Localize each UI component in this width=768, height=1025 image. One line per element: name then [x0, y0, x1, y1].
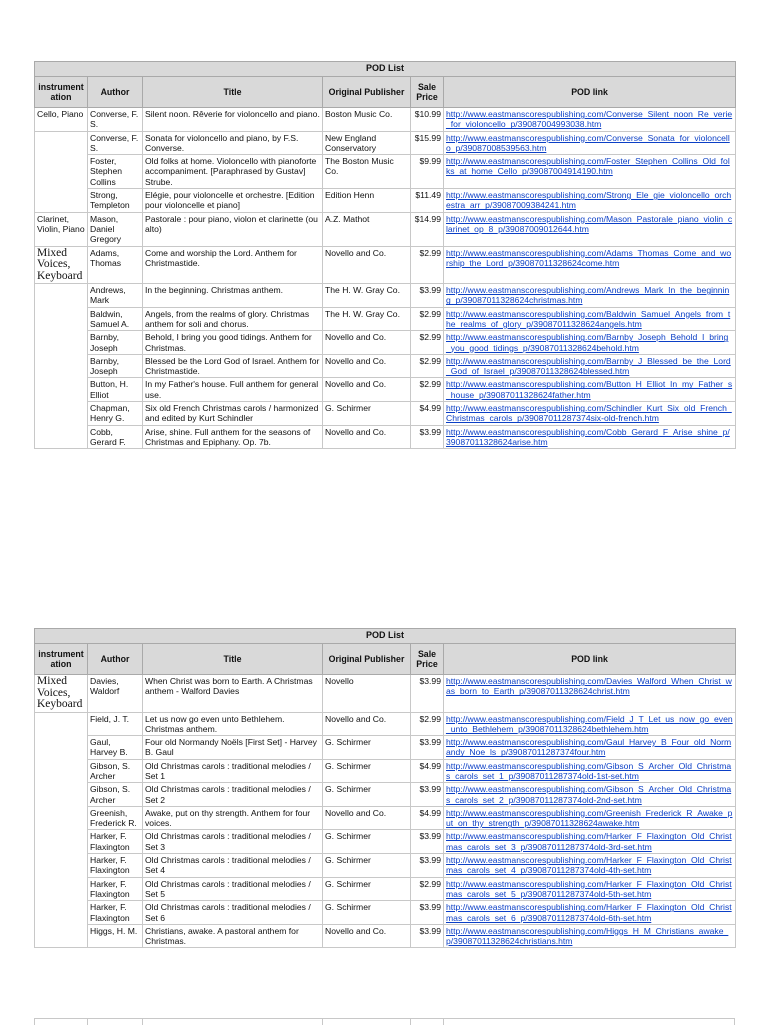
table-row	[35, 736, 736, 760]
sale-price-cell: $2.99	[411, 246, 444, 284]
pod-link[interactable]: http://www.eastmanscorespublishing.com/Foster_Stephen_Collins_Old_folks_at_home_Cello_p/39087004914190.htm	[446, 156, 730, 177]
publisher-cell: New England Conservatory	[323, 131, 411, 155]
pod-link-cell	[444, 712, 736, 736]
pod-list-table-2	[34, 628, 735, 948]
table-row	[35, 354, 736, 378]
pod-link[interactable]: http://www.eastmanscorespublishing.com/Field_J_T_Let_us_now_go_even_unto_Bethlehem_p/39087011328624bethlehem.htm	[446, 713, 733, 734]
instrumentation-cell	[35, 131, 88, 212]
pod-table	[34, 61, 736, 449]
pod-link[interactable]: http://www.eastmanscorespublishing.com/Adams_Thomas_Come_and_worship_the_Lord_p/39087011328624come.htm	[446, 247, 732, 268]
pod-link[interactable]: http://www.eastmanscorespublishing.com/Button_H_Elliot_In_my_Father_s_house_p/39087011328624father.htm	[446, 379, 733, 400]
table-row	[35, 131, 736, 155]
pod-link-cell	[444, 402, 736, 426]
pod-link[interactable]: http://www.eastmanscorespublishing.com/Harker_F_Flaxington_Old_Christmas_carols_set_6_p/39087011287374old-6th-set.htm	[446, 902, 732, 923]
pod-link-cell	[444, 131, 736, 155]
title-cell: Pastorale : pour piano, violon et clarinette (ou alto)	[143, 212, 323, 246]
pod-link[interactable]: http://www.eastmanscorespublishing.com/Harker_F_Flaxington_Old_Christmas_carols_set_4_p/39087011287374old-4th-set.htm	[446, 855, 732, 876]
header-author: Author	[88, 644, 143, 675]
pod-link-cell	[444, 759, 736, 783]
pod-link[interactable]: http://www.eastmanscorespublishing.com/Higgs_H_M_Christians_awake_p/39087011328624christians.htm	[446, 925, 729, 947]
pod-link-cell	[444, 830, 736, 854]
pod-link-cell	[444, 354, 736, 378]
sale-price-cell: $3.99	[411, 854, 444, 878]
pod-link[interactable]: http://www.eastmanscorespublishing.com/Greenish_Frederick_R_Awake_put_on_thy_strength_p/39087011328624awake.htm	[446, 807, 733, 829]
pod-link-cell	[444, 783, 736, 807]
sale-price-cell: $4.99	[411, 759, 444, 783]
pod-link-cell	[444, 924, 736, 948]
publisher-cell: G. Schirmer	[323, 830, 411, 854]
publisher-cell: G. Schirmer	[323, 877, 411, 901]
table-row	[35, 854, 736, 878]
table-row	[35, 759, 736, 783]
pod-table	[34, 628, 736, 948]
author-cell: Barnby, Joseph	[88, 331, 143, 355]
publisher-cell: Novello and Co.	[323, 246, 411, 284]
title-cell: In my Father's house. Full anthem for general use.	[143, 378, 323, 402]
table-row	[35, 712, 736, 736]
sale-price-cell: $2.99	[411, 378, 444, 402]
title-cell: Christians, awake. A pastoral anthem for Christmas.	[143, 924, 323, 948]
title-cell: Old Christmas carols : traditional melodies / Set 5	[143, 877, 323, 901]
pod-link[interactable]: http://www.eastmanscorespublishing.com/Harker_F_Flaxington_Old_Christmas_carols_set_5_p/39087011287374old-5th-set.htm	[446, 878, 732, 899]
sale-price-cell: $2.99	[411, 331, 444, 355]
pod-link-cell	[444, 108, 736, 132]
instrumentation-cell: Cello, Piano	[35, 108, 88, 132]
table-row	[35, 246, 736, 284]
author-cell: Harker, F. Flaxington	[88, 830, 143, 854]
table-title-row	[35, 62, 736, 77]
pod-link[interactable]: http://www.eastmanscorespublishing.com/Baldwin_Samuel_Angels_from_the_realms_of_glory_p/39087011328624angels.htm	[446, 308, 731, 329]
author-cell: Converse, F. S.	[88, 108, 143, 132]
header-publisher: Original Publisher	[323, 644, 411, 675]
header-publisher: Original Publisher	[323, 77, 411, 108]
sale-price-cell: $2.99	[411, 712, 444, 736]
header-row	[35, 644, 736, 675]
header-sale-price: Sale Price	[411, 644, 444, 675]
instrumentation-cell: Mixed Voices, Keyboard	[35, 246, 88, 284]
header-instrumentation: instrument ation	[35, 644, 88, 675]
table-row	[35, 378, 736, 402]
table-row	[35, 830, 736, 854]
publisher-cell: Boston Music Co.	[323, 108, 411, 132]
author-cell: Barnby, Joseph	[88, 354, 143, 378]
instrumentation-cell: Mixed Voices, Keyboard	[35, 675, 88, 713]
title-cell: Silent noon. Rêverie for violoncello and piano.	[143, 108, 323, 132]
instrumentation-cell	[35, 284, 88, 449]
author-cell: Gibson, S. Archer	[88, 759, 143, 783]
header-pod-link: POD link	[444, 77, 736, 108]
pod-link[interactable]: http://www.eastmanscorespublishing.com/Schindler_Kurt_Six_old_French_Christmas_carols_p/39087011287374six-old-french.htm	[446, 403, 732, 424]
author-cell: Strong, Templeton	[88, 189, 143, 213]
title-cell: Six old French Christmas carols / harmonized and edited by Kurt Schindler	[143, 402, 323, 426]
author-cell: Adams, Thomas	[88, 246, 143, 284]
pod-link[interactable]: http://www.eastmanscorespublishing.com/Andrews_Mark_In_the_beginning_p/39087011328624christmas.htm	[446, 285, 730, 306]
header-pod-link: POD link	[444, 644, 736, 675]
publisher-cell: G. Schirmer	[323, 901, 411, 925]
title-cell: Old Christmas carols : traditional melodies / Set 1	[143, 759, 323, 783]
table-row	[35, 189, 736, 213]
publisher-cell: Novello and Co.	[323, 806, 411, 830]
table-row	[35, 155, 736, 189]
title-cell: Arise, shine. Full anthem for the seasons of Christmas and Epiphany. Op. 7b.	[143, 425, 323, 449]
instrumentation-cell	[35, 712, 88, 948]
title-cell: Angels, from the realms of glory. Christmas anthem for soli and chorus.	[143, 307, 323, 331]
table-row	[35, 284, 736, 308]
publisher-cell: The Boston Music Co.	[323, 155, 411, 189]
sale-price-cell: $11.49	[411, 189, 444, 213]
header-title: Title	[143, 644, 323, 675]
pod-link-cell	[444, 675, 736, 713]
author-cell: Higgs, H. M.	[88, 924, 143, 948]
publisher-cell: Novello and Co.	[323, 354, 411, 378]
title-cell: Old Christmas carols : traditional melodies / Set 4	[143, 854, 323, 878]
title-cell: When Christ was born to Earth. A Christmas anthem - Walford Davies	[143, 675, 323, 713]
title-cell: Sonata for violoncello and piano, by F.S. Converse.	[143, 131, 323, 155]
publisher-cell: G. Schirmer	[323, 783, 411, 807]
author-cell: Harker, F. Flaxington	[88, 877, 143, 901]
publisher-cell: Edition Henn	[323, 189, 411, 213]
sale-price-cell: $2.99	[411, 354, 444, 378]
author-cell: Gaul, Harvey B.	[88, 736, 143, 760]
publisher-cell: G. Schirmer	[323, 759, 411, 783]
title-cell: Old Christmas carols : traditional melodies / Set 2	[143, 783, 323, 807]
header-sale-price: Sale Price	[411, 77, 444, 108]
sale-price-cell: $3.99	[411, 830, 444, 854]
pod-link-cell	[444, 331, 736, 355]
table-row	[35, 783, 736, 807]
sale-price-cell: $14.99	[411, 212, 444, 246]
table-row	[35, 331, 736, 355]
sale-price-cell: $15.99	[411, 131, 444, 155]
author-cell: Cobb, Gerard F.	[88, 425, 143, 449]
sale-price-cell: $3.99	[411, 783, 444, 807]
title-cell: Old Christmas carols : traditional melodies / Set 3	[143, 830, 323, 854]
header-row	[35, 77, 736, 108]
publisher-cell: Novello	[323, 675, 411, 713]
table-row	[35, 402, 736, 426]
table-title: POD List	[35, 629, 736, 644]
sale-price-cell: $3.99	[411, 736, 444, 760]
publisher-cell: Novello and Co.	[323, 425, 411, 449]
table-row	[35, 425, 736, 449]
publisher-cell: G. Schirmer	[323, 854, 411, 878]
sale-price-cell: $3.99	[411, 284, 444, 308]
table-title: POD List	[35, 62, 736, 77]
sale-price-cell: $3.99	[411, 901, 444, 925]
header-author: Author	[88, 77, 143, 108]
publisher-cell: G. Schirmer	[323, 736, 411, 760]
instrumentation-cell: Clarinet, Violin, Piano	[35, 212, 88, 246]
pod-link[interactable]: http://www.eastmanscorespublishing.com/Strong_Ele_gie_violoncello_orchestra_arr_p/39087009384241.htm	[446, 190, 732, 211]
pod-link-cell	[444, 806, 736, 830]
publisher-cell: G. Schirmer	[323, 402, 411, 426]
pod-link-cell	[444, 307, 736, 331]
title-cell: Old folks at home. Violoncello with pianoforte accompaniment. [Paraphrased by Gustav] Strube.	[143, 155, 323, 189]
pod-link-cell	[444, 212, 736, 246]
author-cell: Converse, F. S.	[88, 131, 143, 155]
pod-link[interactable]: http://www.eastmanscorespublishing.com/Harker_F_Flaxington_Old_Christmas_carols_set_3_p/39087011287374old-3rd-set.htm	[446, 831, 732, 852]
sale-price-cell: $3.99	[411, 675, 444, 713]
title-cell: Blessed be the Lord God of Israel. Anthem for Christmastide.	[143, 354, 323, 378]
author-cell: Chapman, Henry G.	[88, 402, 143, 426]
pod-link[interactable]: http://www.eastmanscorespublishing.com/Mason_Pastorale_piano_violin_clarinet_op_8_p/39087009012644.htm	[446, 213, 733, 234]
publisher-cell: The H. W. Gray Co.	[323, 307, 411, 331]
author-cell: Davies, Waldorf	[88, 675, 143, 713]
pod-link[interactable]: http://www.eastmanscorespublishing.com/Barnby_J_Blessed_be_the_Lord_God_of_Israel_p/39087011328624blessed.htm	[446, 355, 731, 377]
publisher-cell: Novello and Co.	[323, 712, 411, 736]
pod-link-cell	[444, 854, 736, 878]
table-row	[35, 108, 736, 132]
sale-price-cell: $2.99	[411, 877, 444, 901]
pod-link-cell	[444, 189, 736, 213]
pod-link[interactable]: http://www.eastmanscorespublishing.com/Cobb_Gerard_F_Arise_shine_p/39087011328624arise.htm	[446, 426, 730, 447]
pod-link[interactable]: http://www.eastmanscorespublishing.com/Converse_Silent_noon_Re_verie_for_violoncello_p/39087004993038.htm	[446, 109, 733, 130]
author-cell: Harker, F. Flaxington	[88, 854, 143, 878]
pod-link-cell	[444, 425, 736, 449]
pod-link-cell	[444, 246, 736, 284]
title-cell: Behold, I bring you good tidings. Anthem for Christmas.	[143, 331, 323, 355]
sale-price-cell: $4.99	[411, 402, 444, 426]
header-instrumentation: instrument ation	[35, 77, 88, 108]
publisher-cell: Novello and Co.	[323, 331, 411, 355]
pod-list-table-1	[34, 61, 735, 449]
pod-link-cell	[444, 877, 736, 901]
table-row	[35, 877, 736, 901]
pod-link-cell	[444, 378, 736, 402]
publisher-cell: A.Z. Mathot	[323, 212, 411, 246]
sale-price-cell: $2.99	[411, 307, 444, 331]
title-cell: Four old Normandy Noëls [First Set] - Harvey B. Gaul	[143, 736, 323, 760]
pod-link[interactable]: http://www.eastmanscorespublishing.com/Gaul_Harvey_B_Four_old_Normandy_Noe_ls_p/39087011287374four.htm	[446, 737, 732, 758]
author-cell: Greenish, Frederick R.	[88, 806, 143, 830]
table-row	[35, 806, 736, 830]
author-cell: Baldwin, Samuel A.	[88, 307, 143, 331]
table-row	[35, 212, 736, 246]
author-cell: Button, H. Elliot	[88, 378, 143, 402]
title-cell: Elégie, pour violoncelle et orchestre. [Edition pour violoncelle et piano]	[143, 189, 323, 213]
title-cell: Let us now go even unto Bethlehem. Christmas anthem.	[143, 712, 323, 736]
pod-link-cell	[444, 284, 736, 308]
pod-link-cell	[444, 901, 736, 925]
author-cell: Mason, Daniel Gregory	[88, 212, 143, 246]
table-row	[35, 307, 736, 331]
pod-link[interactable]: http://www.eastmanscorespublishing.com/Davies_Walford_When_Christ_was_born_to_Earth_p/39087011328624christ.htm	[446, 676, 732, 697]
pod-link[interactable]: http://www.eastmanscorespublishing.com/Gibson_S_Archer_Old_Christmas_carols_set_2_p/39087011287374old-2nd-set.htm	[446, 784, 732, 805]
title-cell: Come and worship the Lord. Anthem for Christmastide.	[143, 246, 323, 284]
pod-link[interactable]: http://www.eastmanscorespublishing.com/Gibson_S_Archer_Old_Christmas_carols_set_1_p/39087011287374old-1st-set.htm	[446, 760, 732, 781]
pod-link-cell	[444, 736, 736, 760]
author-cell: Foster, Stephen Collins	[88, 155, 143, 189]
publisher-cell: Novello and Co.	[323, 924, 411, 948]
sale-price-cell: $9.99	[411, 155, 444, 189]
header-title: Title	[143, 77, 323, 108]
author-cell: Gibson, S. Archer	[88, 783, 143, 807]
title-cell: In the beginning. Christmas anthem.	[143, 284, 323, 308]
author-cell: Field, J. T.	[88, 712, 143, 736]
table-row	[35, 675, 736, 713]
author-cell: Harker, F. Flaxington	[88, 901, 143, 925]
table-row	[35, 901, 736, 925]
author-cell: Andrews, Mark	[88, 284, 143, 308]
title-cell: Old Christmas carols : traditional melodies / Set 6	[143, 901, 323, 925]
sale-price-cell: $3.99	[411, 425, 444, 449]
pod-link[interactable]: http://www.eastmanscorespublishing.com/Converse_Sonata_for_violoncello_p/39087008539563.htm	[446, 132, 730, 153]
table-row	[35, 924, 736, 948]
title-cell: Awake, put on thy strength. Anthem for four voices.	[143, 806, 323, 830]
publisher-cell: Novello and Co.	[323, 378, 411, 402]
publisher-cell: The H. W. Gray Co.	[323, 284, 411, 308]
sale-price-cell: $3.99	[411, 924, 444, 948]
sale-price-cell: $10.99	[411, 108, 444, 132]
table-title-row	[35, 629, 736, 644]
pod-link[interactable]: http://www.eastmanscorespublishing.com/Barnby_Joseph_Behold_I_bring_you_good_tidings_p/39087011328624behold.htm	[446, 332, 729, 353]
pod-link-cell	[444, 155, 736, 189]
sale-price-cell: $4.99	[411, 806, 444, 830]
